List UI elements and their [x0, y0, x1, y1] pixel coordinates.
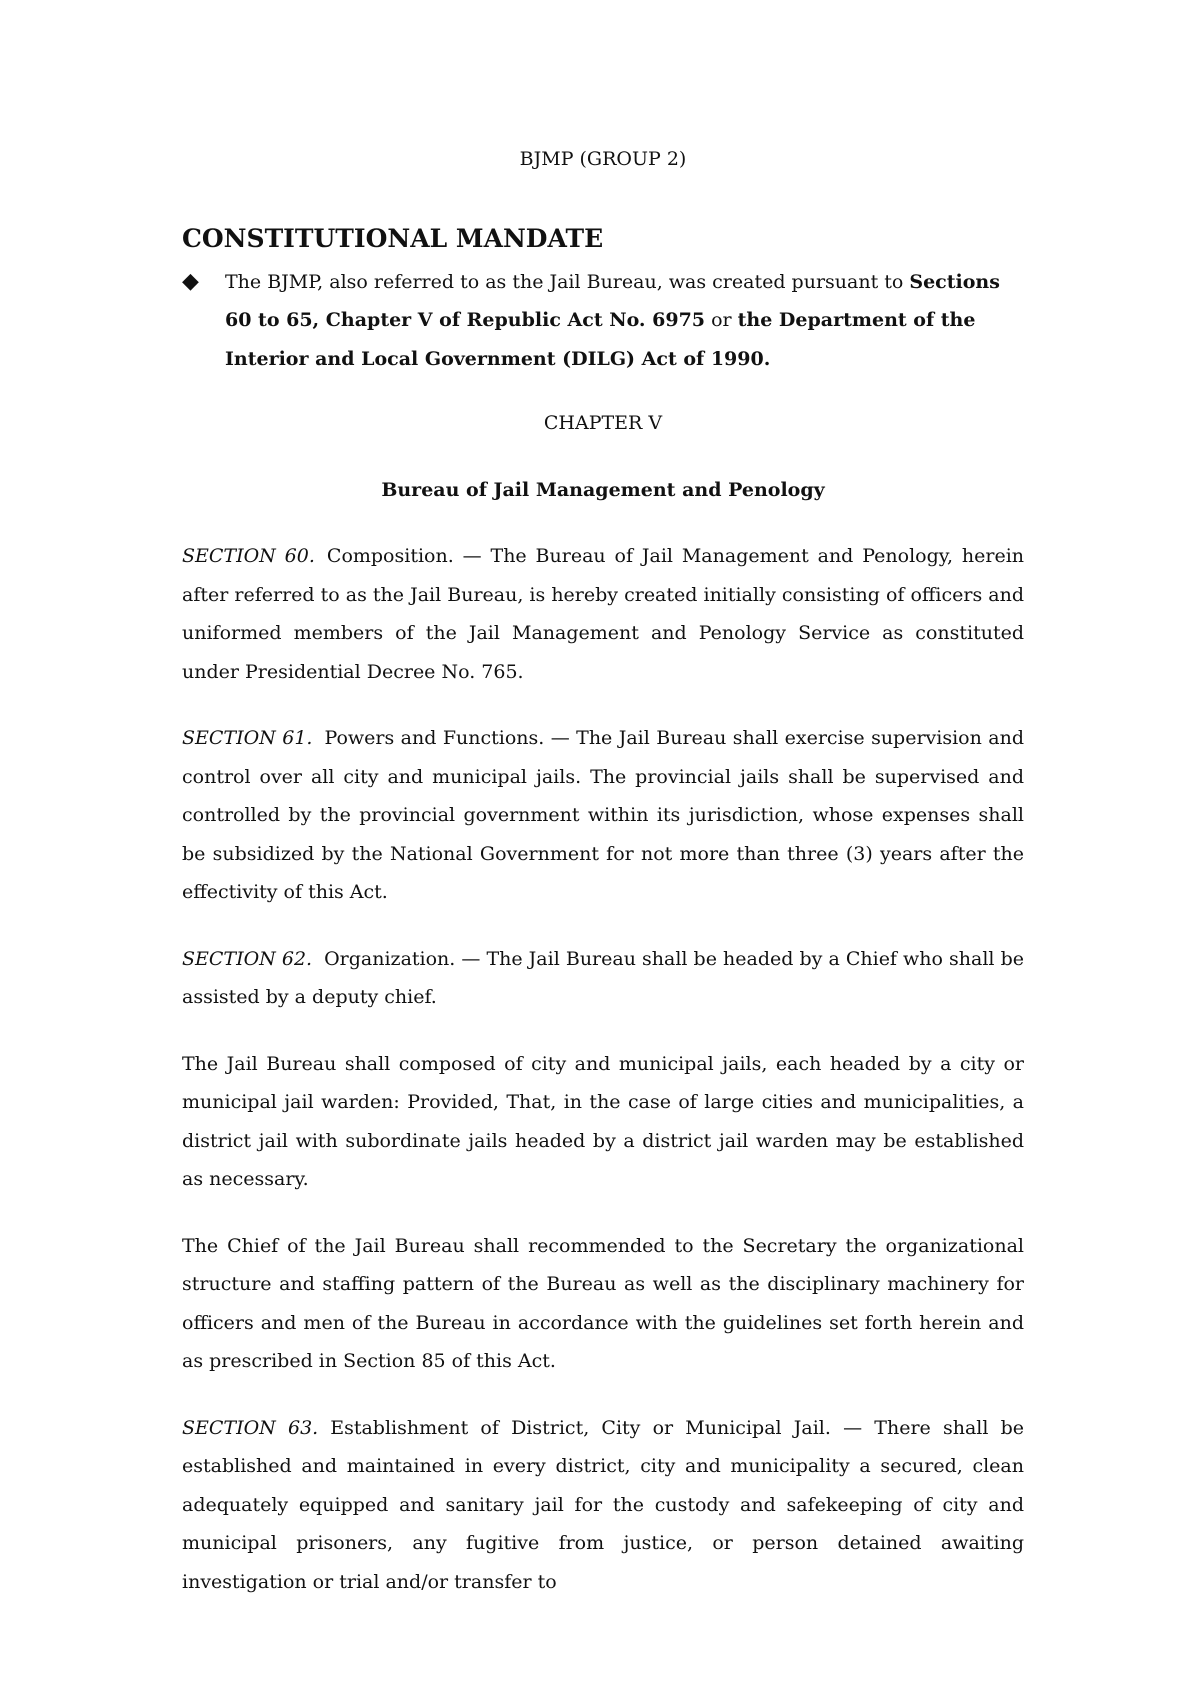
bullet-item	[182, 263, 1024, 379]
black-diamond-icon: ◆	[182, 268, 199, 294]
section-62-text: Organization. — The Jail Bureau shall be headed by a Chief who shall be assisted by a deputy chief.	[182, 947, 1024, 1008]
chapter-title: CHAPTER V	[543, 412, 663, 434]
document-body	[182, 140, 1024, 1629]
section-61-number: SECTION 61.	[182, 727, 313, 749]
document-title: BJMP (GROUP 2)	[519, 148, 687, 170]
bullet-bold-2: the Department of the Interior and Local Government (DILG) Act of 1990.	[225, 309, 976, 370]
body-paragraph: The Chief of the Jail Bureau shall recommended to the Secretary the organizational structure and staffing pattern of the Bureau as well as the disciplinary machinery for officers and men of the Bureau in accordance with the guidelines set forth herein and as prescribed in Section 85 of this Act.	[182, 1234, 1024, 1372]
bullet-text-1: The BJMP, also referred to as the Jail Bureau, was created pursuant to	[225, 270, 910, 293]
section-60-paragraph	[182, 537, 1024, 691]
section-heading: CONSTITUTIONAL MANDATE	[182, 223, 604, 253]
section-61-text: Powers and Functions. — The Jail Bureau shall exercise supervision and control over all city and municipal jails. The provincial jails shall be supervised and controlled by the provincial government within its jurisdiction, whose expenses shall be subsidized by the National Government for not more than three (3) years after the effectivity of this Act.	[182, 727, 1025, 903]
bullet-text	[225, 263, 1024, 379]
section-62-number: SECTION 62.	[182, 947, 313, 970]
section-61-paragraph	[182, 719, 1024, 912]
chapter-subtitle: Bureau of Jail Management and Penology	[381, 478, 825, 501]
section-63-text: Establishment of District, City or Municipal Jail. — There shall be established and maintained in every district, city and municipality a secured, clean adequately equipped and sanitary jail for the custody and safekeeping of city and municipal prisoners, any fugitive from justice, or person detained awaiting investigation or trial and/or transfer to	[182, 1416, 1025, 1593]
section-62-paragraph	[182, 940, 1024, 1017]
section-63-number: SECTION 63.	[182, 1416, 319, 1439]
section-60-number: SECTION 60.	[182, 545, 315, 567]
body-paragraph: The Jail Bureau shall composed of city and municipal jails, each headed by a city or municipal jail warden: Provided, That, in the case of large cities and municipalities, a district jail with subordinate jails headed by a district jail warden may be established as necessary.	[182, 1052, 1024, 1190]
bullet-bold-1: Sections 60 to 65, Chapter V of Republic Act No. 6975	[225, 270, 1000, 331]
section-60-text: Composition. — The Bureau of Jail Management and Penology, herein after referred to as the Jail Bureau, is hereby created initially consisting of officers and uniformed members of the Jail Management and Penology Service as constituted under Presidential Decree No. 765.	[182, 545, 1025, 683]
section-63-paragraph	[182, 1409, 1024, 1602]
bullet-text-2: or	[705, 309, 738, 331]
